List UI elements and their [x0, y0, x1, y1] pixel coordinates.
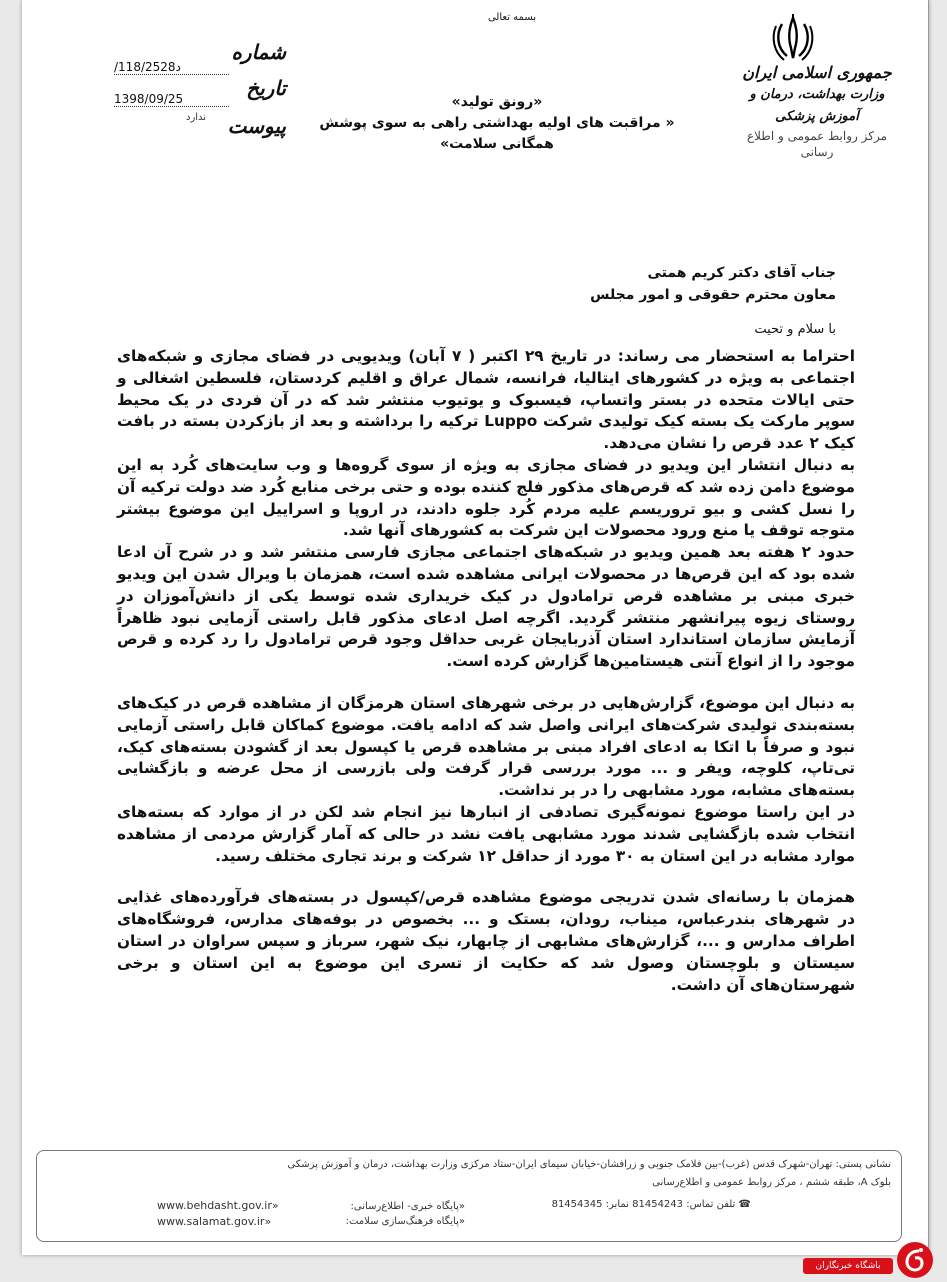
- paragraph: حدود ۲ هفته بعد همین ویدیو در شبکه‌های اجتماعی مجازی فارسی منتشر شد و در شرح آن ادعا شده بود که این قرص‌ها در محصولات ایرانی مشاهده شده است، همزمان با ویرال شدن این ویدیو خبری مبنی بر مشاهده قرص ترامادول در کیک خریداری شده توسط یکی از دانش‌آموزان در روستای زیوه پیرانشهر منتشر گردید. اگرچه اصل ادعای مذکور قابل راستی آزمایی نبود ظاهراً آزمایش سازمان استاندارد استان آذربایجان غربی حداقل وجود قرص ترامادول را رد کرده و قرص موجود را از انواع آنتی هیستامین‌ها گزارش کرده است.: [117, 543, 855, 671]
- greeting: با سلام و تحیت: [754, 322, 836, 337]
- footer-address-line-2: بلوک A، طبقه ششم ، مرکز روابط عمومی و اطلاع‌رسانی: [652, 1177, 891, 1188]
- letter-page: [22, 0, 929, 1255]
- slogan: [307, 92, 687, 155]
- slogan-line-3: همگانی سلامت»: [440, 136, 554, 152]
- footer-address-line-1: نشانی پستی: تهران-شهرک قدس (غرب)-بین فلامک جنوبی و زرافشان-خیابان سیمای ایران-ستاد مرکزی وزارت بهداشت، درمان و آموزش پزشکی: [287, 1159, 891, 1170]
- attachment-label: پیوست: [227, 114, 286, 138]
- date-value: 1398/09/25: [114, 92, 229, 107]
- phone-icon: ☎: [738, 1199, 751, 1210]
- footer-news-site-url[interactable]: www.behdasht.gov.ir»: [157, 1199, 279, 1212]
- ministry-heading: [732, 62, 902, 160]
- footer-culture-site-label: «پایگاه فرهنگ‌سازی سلامت:: [345, 1216, 465, 1227]
- letter-footer: [36, 1150, 902, 1242]
- letter-meta: [114, 40, 294, 160]
- date-label: تاریخ: [246, 76, 286, 100]
- slogan-line-1: «رونق تولید»: [451, 94, 543, 110]
- paragraph: در این راستا موضوع نمونه‌گیری تصادفی از انبارها نیز انجام شد لکن در از موارد که بسته‌های انتخاب شده بازگشایی شدند مورد مشابهی یافت نشد در حالی که آمار گزارش مردمی از مشاهده موارد مشابه در این استان به ۳۰ مورد از حداقل ۱۲ شرکت و برند تجاری مختلف رسید.: [117, 802, 855, 865]
- paragraph: همزمان با رسانه‌ای شدن تدریجی موضوع مشاهده قرص/کپسول در بسته‌های فرآورده‌های غذایی در شهرهای بندرعباس، میناب، رودان، بستک و ... بخصوص در بوفه‌های مدارس، فروشگاه‌های اطراف مدارس و ...، گزارش‌های مشابهی از چابهار، نیک شهر، سرباز و سپس سراوان در استان سیستان و بلوچستان وصول شد که حکایت از تسری این موضوع به این استان و برخی شهرستان‌های آن داشت.: [117, 888, 855, 994]
- ministry-country: جمهوری اسلامی ایران: [742, 63, 892, 82]
- iran-emblem-icon: [770, 14, 816, 64]
- letter-body: [117, 346, 855, 996]
- ministry-department: مرکز روابط عمومی و اطلاع رسانی: [746, 129, 888, 159]
- addressee-name: جناب آقای دکتر کریم همتی: [647, 265, 836, 281]
- number-value: /118/2528د: [114, 60, 229, 75]
- watermark-glyph-icon: [897, 1242, 933, 1278]
- footer-phone-text: تلفن تماس: 81454243 نمابر: 81454345: [551, 1199, 736, 1210]
- addressee: [236, 262, 836, 306]
- ministry-name: وزارت بهداشت، درمان و آموزش پزشکی: [749, 87, 885, 124]
- paragraph: به دنبال انتشار این ویدیو در فضای مجازی به ویژه از سوی گروه‌ها و وب سایت‌های کُرد به این موضوع دامن زده شد که قرص‌های مذکور فلج کننده بوده و حتی برخی منابع کُرد ضد دولت ترکیه آن را نسل کشی و بیو تروریسم علیه مردم کُرد جلوه دادند، در اروپا و اسراییل این موضوع بیشتر متوجه توقف یا منع ورود محصولات این شرکت به کشورهای آنها شد.: [117, 455, 855, 540]
- attachment-value: ندارد: [186, 112, 207, 123]
- footer-news-site-label: «پایگاه خبری- اطلاع‌رسانی:: [350, 1201, 465, 1212]
- watermark-label: باشگاه خبرنگاران: [803, 1258, 893, 1274]
- paragraph: احتراما به استحضار می رساند: در تاریخ ۲۹ اکتبر ( ۷ آبان) ویدیویی در فضای مجازی و شبکه‌های اجتماعی به ویژه در کشورهای ایتالیا، فرانسه، شمال عراق و اقلیم کردستان، فلسطین اشغالی و حتی ایالات متحده در بستر واتساپ، فیسبوک و یوتیوب منتشر شد که در آن فردی در یک محیط سوپر مارکت یک بسته کیک تولیدی شرکت Luppo ترکیه را برداشته و بعد از بازکردن بسته در بافت کیک ۲ عدد قرص را نشان می‌دهد.: [117, 347, 856, 453]
- addressee-title: معاون محترم حقوقی و امور مجلس: [590, 287, 836, 303]
- number-label: شماره: [231, 40, 286, 64]
- watermark-logo-icon: [897, 1242, 933, 1278]
- footer-phone: [451, 1199, 751, 1210]
- footer-culture-site-url[interactable]: www.salamat.gov.ir»: [157, 1215, 272, 1228]
- bismillah-heading: بسمه تعالی: [487, 12, 537, 23]
- slogan-line-2: « مراقبت های اولیه بهداشتی راهی به سوی پوشش: [319, 115, 675, 131]
- paragraph: به دنبال این موضوع، گزارش‌هایی در برخی شهرهای استان هرمزگان از مشاهده قرص در کیک‌های بسته‌بندی تولیدی شرکت‌های ایرانی واصل شد که ادامه یافت. موضوع کماکان قابل راستی آزمایی نبود و صرفاً با اتکا به ادعای افراد مبنی بر مشاهده قرص یا کپسول بعد از گشودن بسته‌های کیک، تی‌تاپ، کلوچه، ویفر و ... مورد بررسی قرار گرفت ولی بازرسی از محل عرضه و بازگشایی بسته‌های مشابه، مورد مشابهی را در بر نداشت.: [117, 693, 855, 800]
